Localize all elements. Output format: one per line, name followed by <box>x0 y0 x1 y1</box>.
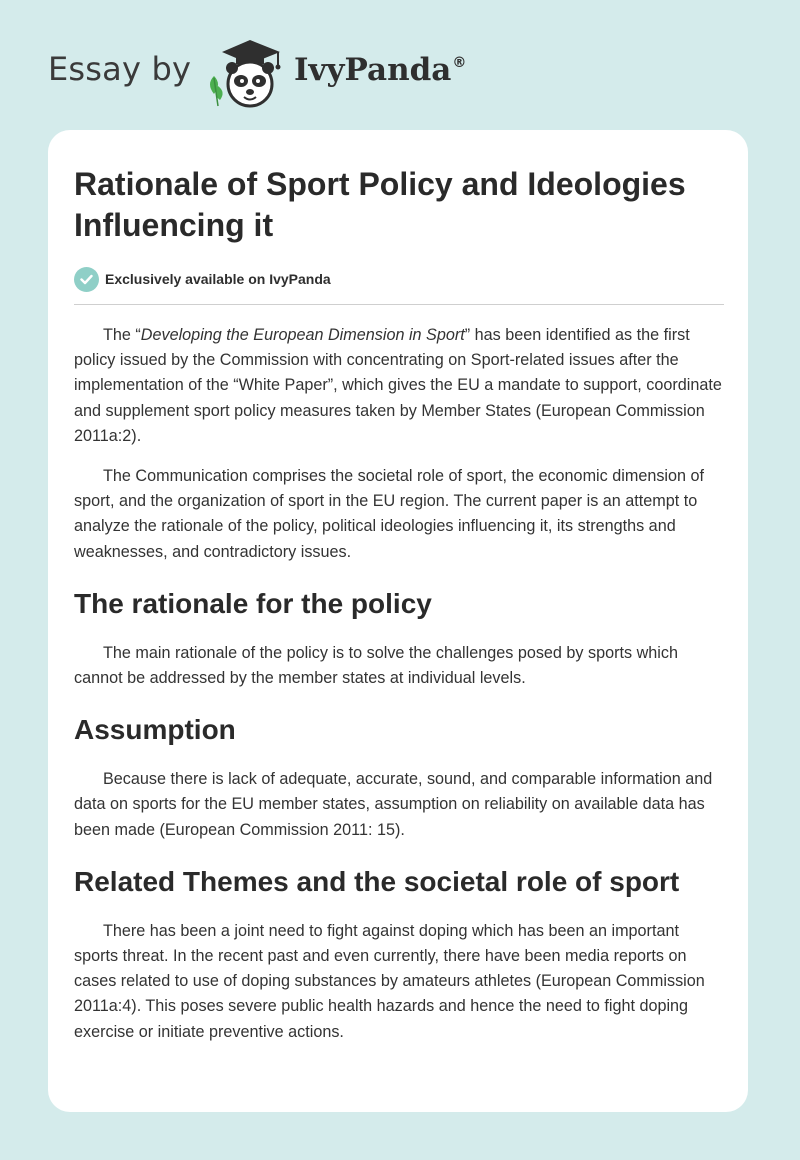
paragraph-2: The Communication comprises the societal role of sport, the economic dimension of sport, and the organization of sport in the EU region. The current paper is an attempt to analyze the rationale of the policy, political ideologies influencing it, its strengths and weaknesses, and contradictory issues. <box>74 467 705 561</box>
check-icon <box>74 267 99 292</box>
divider <box>74 304 724 305</box>
heading-rationale: The rationale for the policy <box>74 587 432 619</box>
essay-content <box>74 164 724 1045</box>
paragraph-1: The “Developing the European Dimension in Sport” has been identified as the first policy issued by the Commission with concentrating on Sport-related issues after the implementation of the “White Paper”, which gives the EU a mandate to support, coordinate and supplement sport policy measures taken by Member States (European Commission 2011a:2). <box>74 326 722 445</box>
paragraph-5: There has been a joint need to fight against doping which has been an important sports threat. In the recent past and even currently, there have been media reports on cases related to use of doping substances by amateurs athletes (European Commission 2011a:4). This poses severe public health hazards and hence the need to fight doping exercise or initiate preventive actions. <box>74 921 705 1041</box>
essay-by-label: Essay by <box>48 50 192 88</box>
heading-assumption: Assumption <box>74 714 236 746</box>
heading-related-themes: Related Themes and the societal role of sport <box>74 865 680 897</box>
paragraph-3: The main rationale of the policy is to solve the challenges posed by sports which cannot be addressed by the member states at individual levels. <box>74 643 678 688</box>
exclusive-badge <box>74 266 724 292</box>
paragraph-4: Because there is lack of adequate, accurate, sound, and comparable information and data on sports for the EU member states, assumption on reliability on available data has been made (European Commission 2011: 15). <box>74 770 713 839</box>
brand-name[interactable]: IvyPanda® <box>294 52 467 88</box>
site-header <box>0 0 800 130</box>
essay-card <box>48 130 748 1112</box>
page-title: Rationale of Sport Policy and Ideologies Influencing it <box>74 166 686 243</box>
policy-title-italic: Developing the European Dimension in Sport <box>140 326 465 344</box>
panda-logo-icon[interactable] <box>200 36 292 110</box>
badge-text: Exclusively available on IvyPanda <box>105 271 331 287</box>
